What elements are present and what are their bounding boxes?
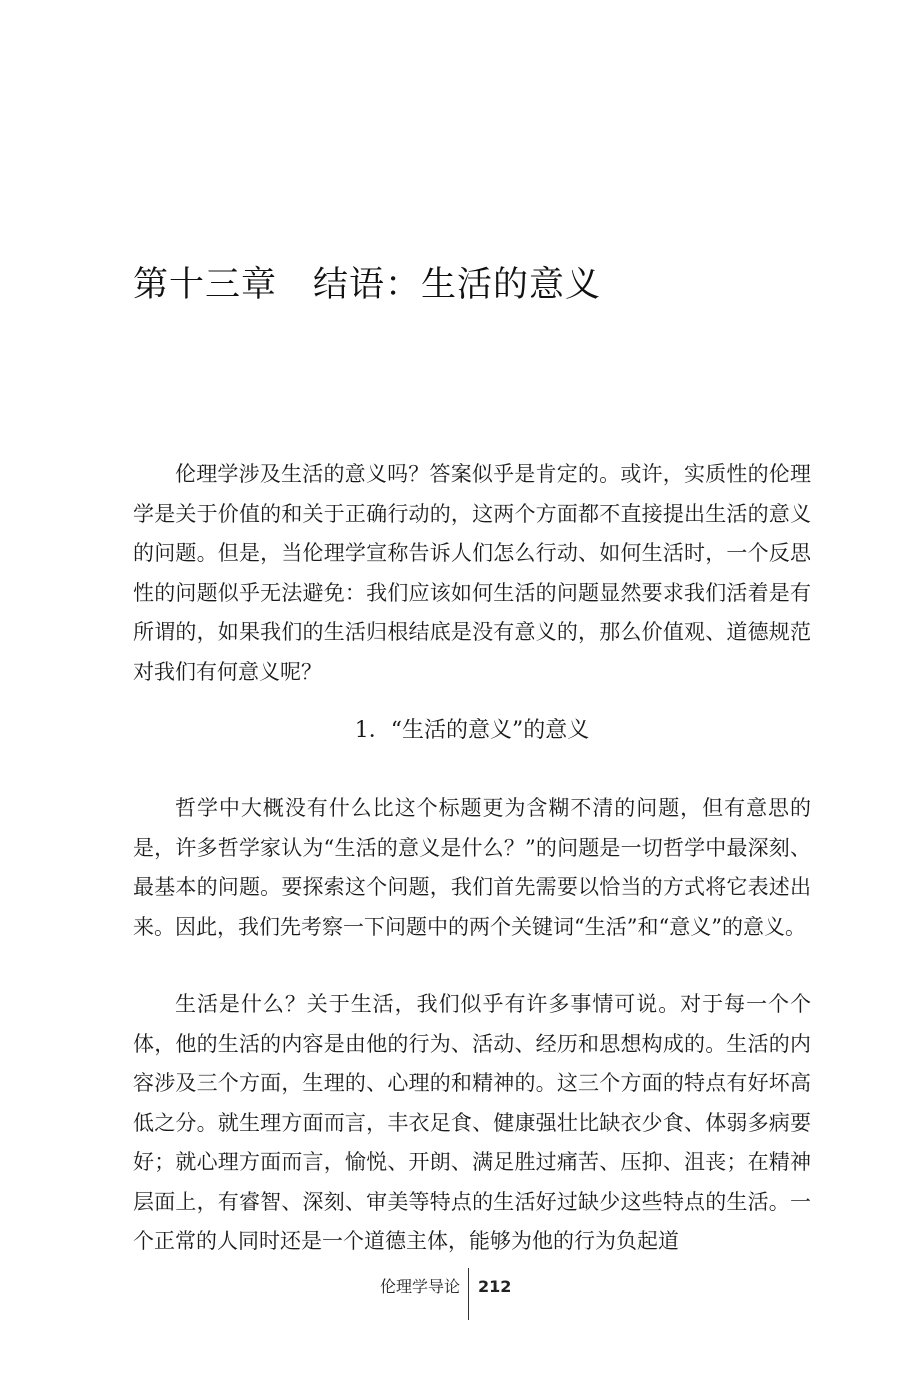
footer-divider [468,1268,469,1320]
intro-paragraph: 伦理学涉及生活的意义吗？答案似乎是肯定的。或许，实质性的伦理学是关于价值的和关于正确行动的，这两个方面都不直接提出生活的意义的问题。但是，当伦理学宣称告诉人们怎么行动、如何生活时，一个反思性的问题似乎无法避免：我们应该如何生活的问题显然要求我们活着是有所谓的，如果我们的生活归根结底是没有意义的，那么价值观、道德规范对我们有何意义呢？ [133,462,811,684]
section-heading: 1．“生活的意义”的意义 [354,718,590,743]
section-paragraph-1: 哲学中大概没有什么比这个标题更为含糊不清的问题，但有意思的是，许多哲学家认为“生活的意义是什么？”的问题是一切哲学中最深刻、最基本的问题。要探索这个问题，我们首先需要以恰当的方式将它表述出来。因此，我们先考察一下问题中的两个关键词“生活”和“意义”的意义。 [133,796,811,939]
footer-book-title: 伦理学导论 [379,1277,460,1296]
section-paragraph-2: 生活是什么？关于生活，我们似乎有许多事情可说。对于每一个个体，他的生活的内容是由他的行为、活动、经历和思想构成的。生活的内容涉及三个方面，生理的、心理的和精神的。这三个方面的特点有好坏高低之分。就生理方面而言，丰衣足食、健康强壮比缺衣少食、体弱多病要好；就心理方面而言，愉悦、开朗、满足胜过痛苦、压抑、沮丧；在精神层面上，有睿智、深刻、审美等特点的生活好过缺少这些特点的生活。一个正常的人同时还是一个道德主体，能够为他的行为负起道 [133,992,811,1253]
page-footer [0,1268,900,1328]
chapter-name: 结语：生活的意义 [313,265,602,305]
chapter-number: 第十三章 [133,265,278,305]
page-number: 212 [478,1277,512,1296]
chapter-title [133,262,601,308]
